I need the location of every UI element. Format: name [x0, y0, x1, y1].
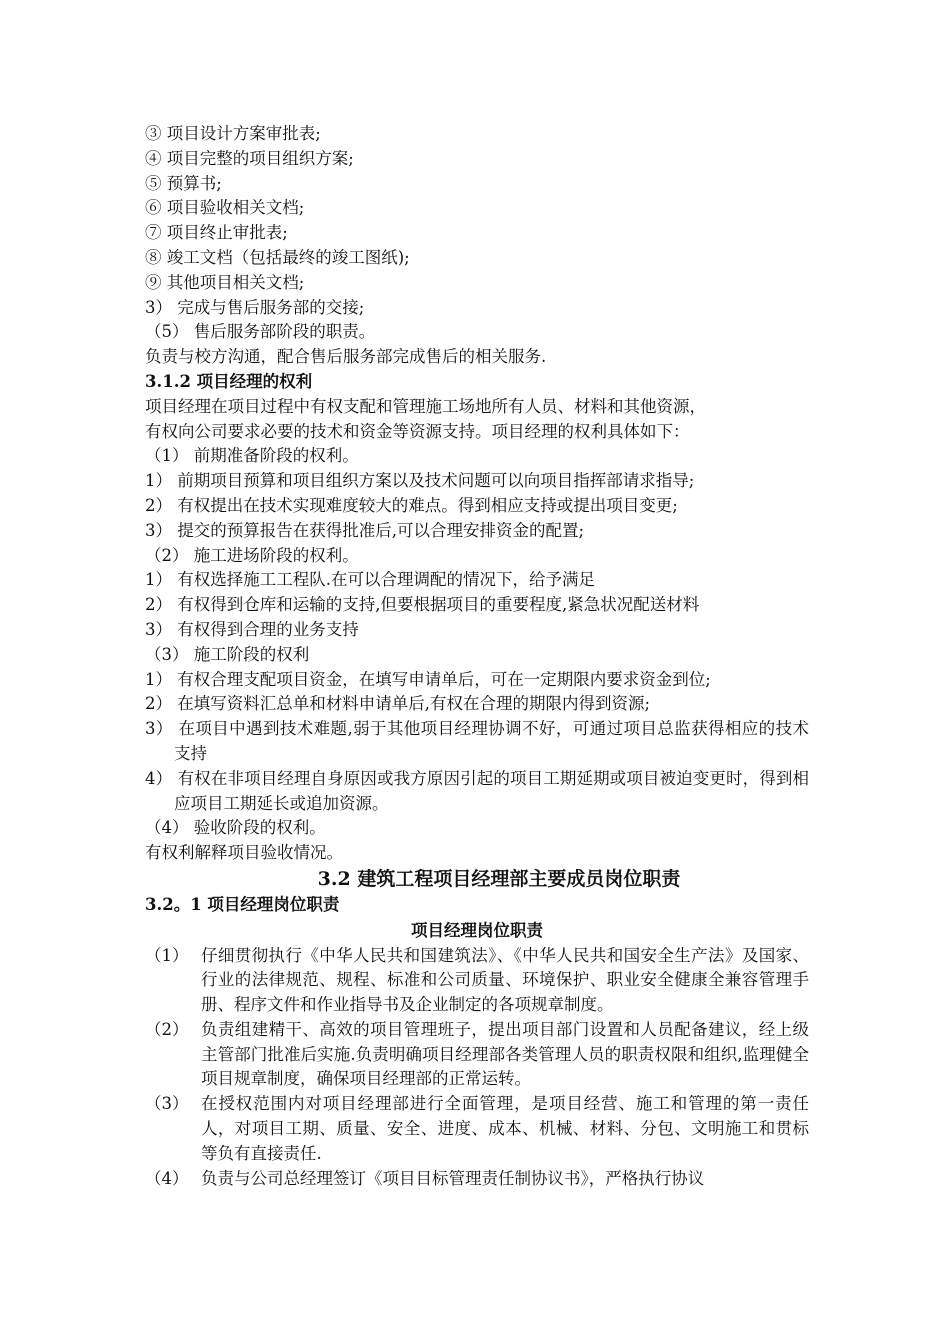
document-body — [145, 122, 809, 1191]
section-heading-3-1-2: 3.1.2 项目经理的权利 — [145, 371, 313, 391]
list-item: （5） 售后服务部阶段的职责。 — [145, 322, 376, 342]
duty-text: 仔细贯彻执行《中华人民共和国建筑法》、《中华人民共和国安全生产法》及国家、行业的法律规范、规程、标准和公司质量、环境保护、职业安全健康全兼容管理手册、程序文件和作业指导书及企业制定的各项规章制度。 — [201, 945, 809, 1015]
duty-item — [145, 1018, 809, 1092]
list-item: 3） 在项目中遇到技术难题,弱于其他项目经理协调不好，可通过项目总监获得相应的技术支持 — [145, 719, 809, 763]
list-item: 2） 有权得到仓库和运输的支持,但要根据项目的重要程度,紧急状况配送材料 — [145, 595, 700, 615]
list-item: ⑦ 项目终止审批表; — [145, 223, 288, 243]
duty-text: 负责组建精干、高效的项目管理班子，提出项目部门设置和人员配备建议，经上级主管部门批准后实施.负责明确项目经理部各类管理人员的职责权限和组织,监理健全项目规章制度，确保项目经理部的正常运转。 — [201, 1019, 809, 1089]
duty-number: （3） — [145, 1094, 189, 1114]
stage-block — [145, 816, 809, 866]
intro-line: 有权向公司要求必要的技术和资金等资源支持。项目经理的权利具体如下： — [145, 421, 690, 441]
duty-number: （2） — [145, 1019, 189, 1039]
list-item: ⑥ 项目验收相关文档; — [145, 198, 305, 218]
duty-item — [145, 944, 809, 1018]
list-item: 3） 提交的预算报告在获得批准后,可以合理安排资金的配置; — [145, 520, 585, 540]
stage-title: （1） 前期准备阶段的权利。 — [145, 446, 359, 466]
duty-item — [145, 1092, 809, 1166]
list-item: 3） 完成与售后服务部的交接; — [145, 297, 365, 317]
sub-heading-3-2-1: 3.2。1 项目经理岗位职责 — [145, 894, 340, 914]
stage-block — [145, 544, 809, 643]
list-item: 1） 有权合理支配项目资金，在填写申请单后，可在一定期限内要求资金到位; — [145, 669, 711, 689]
duty-text: 负责与公司总经理签订《项目目标管理责任制协议书》，严格执行协议 — [201, 1168, 705, 1188]
list-item: ③ 项目设计方案审批表; — [145, 124, 321, 143]
list-item: 3） 有权得到合理的业务支持 — [145, 619, 359, 639]
duty-number: （4） — [145, 1168, 189, 1188]
duty-number: （1） — [145, 945, 189, 965]
stage-title: （2） 施工进场阶段的权利。 — [145, 545, 359, 565]
center-title: 项目经理岗位职责 — [411, 920, 543, 940]
list-item: 1） 有权选择施工工程队.在可以合理调配的情况下，给予满足 — [145, 570, 595, 590]
list-item: 2） 有权提出在技术实现难度较大的难点。得到相应支持或提出项目变更; — [145, 495, 678, 515]
list-item: 4） 有权在非项目经理自身原因或我方原因引起的项目工期延期或项目被迫变更时，得到相应项目工期延长或追加资源。 — [145, 768, 809, 813]
list-item: ⑤ 预算书; — [145, 173, 222, 193]
list-item: ④ 项目完整的项目组织方案; — [145, 148, 354, 168]
section-heading-3-2: 3.2 建筑工程项目经理部主要成员岗位职责 — [317, 867, 681, 890]
list-item: ⑨ 其他项目相关文档; — [145, 272, 305, 292]
stage-block — [145, 444, 809, 543]
list-item: 1） 前期项目预算和项目组织方案以及技术问题可以向项目指挥部请求指导; — [145, 471, 695, 491]
stage-title: （4） 验收阶段的权利。 — [145, 818, 326, 838]
paragraph: 负责与校方沟通，配合售后服务部完成售后的相关服务. — [145, 347, 547, 367]
stage-block — [145, 643, 809, 817]
stage-title: （3） 施工阶段的权利 — [145, 644, 310, 664]
intro-line: 项目经理在项目过程中有权支配和管理施工场地所有人员、材料和其他资源， — [145, 396, 706, 416]
duty-item — [145, 1167, 809, 1192]
duty-list — [145, 944, 809, 1192]
list-item: ⑧ 竣工文档（包括最终的竣工图纸); — [145, 247, 410, 267]
list-item: 2） 在填写资料汇总单和材料申请单后,有权在合理的期限内得到资源; — [145, 694, 651, 714]
duty-text: 在授权范围内对项目经理部进行全面管理，是项目经营、施工和管理的第一责任人，对项目工期、质量、安全、进度、成本、机械、材料、分包、文明施工和贯标等负有直接责任. — [201, 1094, 809, 1163]
paragraph: 有权利解释项目验收情况。 — [145, 843, 343, 863]
document-list-continued — [145, 122, 809, 370]
